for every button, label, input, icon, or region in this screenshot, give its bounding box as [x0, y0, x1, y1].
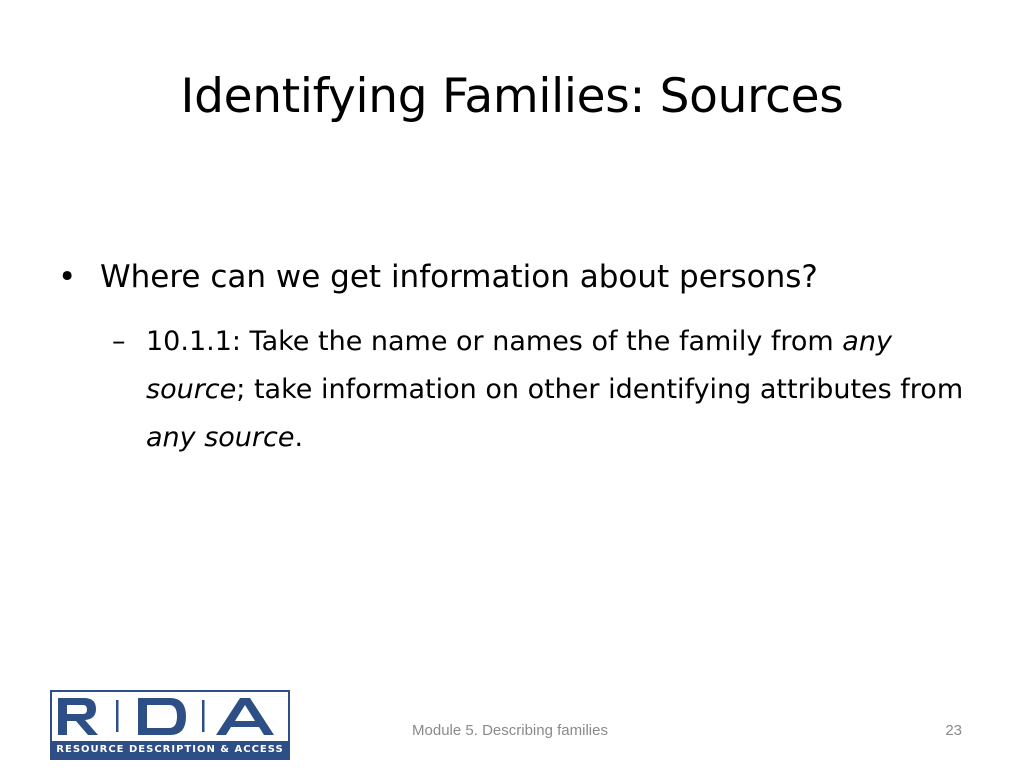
- footer-module-label: Module 5. Describing families: [412, 722, 608, 739]
- slide-title: Identifying Families: Sources: [180, 69, 844, 124]
- bullet-item: [58, 252, 818, 302]
- rda-logo: [50, 690, 290, 760]
- sub-bullet-italic1: any source: [146, 326, 892, 405]
- sub-bullet-part3: .: [294, 422, 304, 453]
- sub-bullet-italic2: any source: [146, 422, 295, 453]
- sub-bullet-text: [146, 318, 992, 462]
- sub-bullet-part2: ; take information on other identifying attributes from: [236, 374, 964, 405]
- slide-number: 23: [945, 722, 962, 739]
- sub-bullet-item: [112, 318, 992, 462]
- bullet-marker: •: [58, 259, 77, 295]
- sub-bullet-part1: 10.1.1: Take the name or names of the family from: [146, 326, 843, 357]
- rda-logo-letters: [52, 692, 288, 740]
- rda-logo-tagline: RESOURCE DESCRIPTION & ACCESS: [52, 741, 288, 758]
- bullet-text: Where can we get information about persons?: [100, 259, 818, 295]
- dash-marker: –: [112, 326, 126, 357]
